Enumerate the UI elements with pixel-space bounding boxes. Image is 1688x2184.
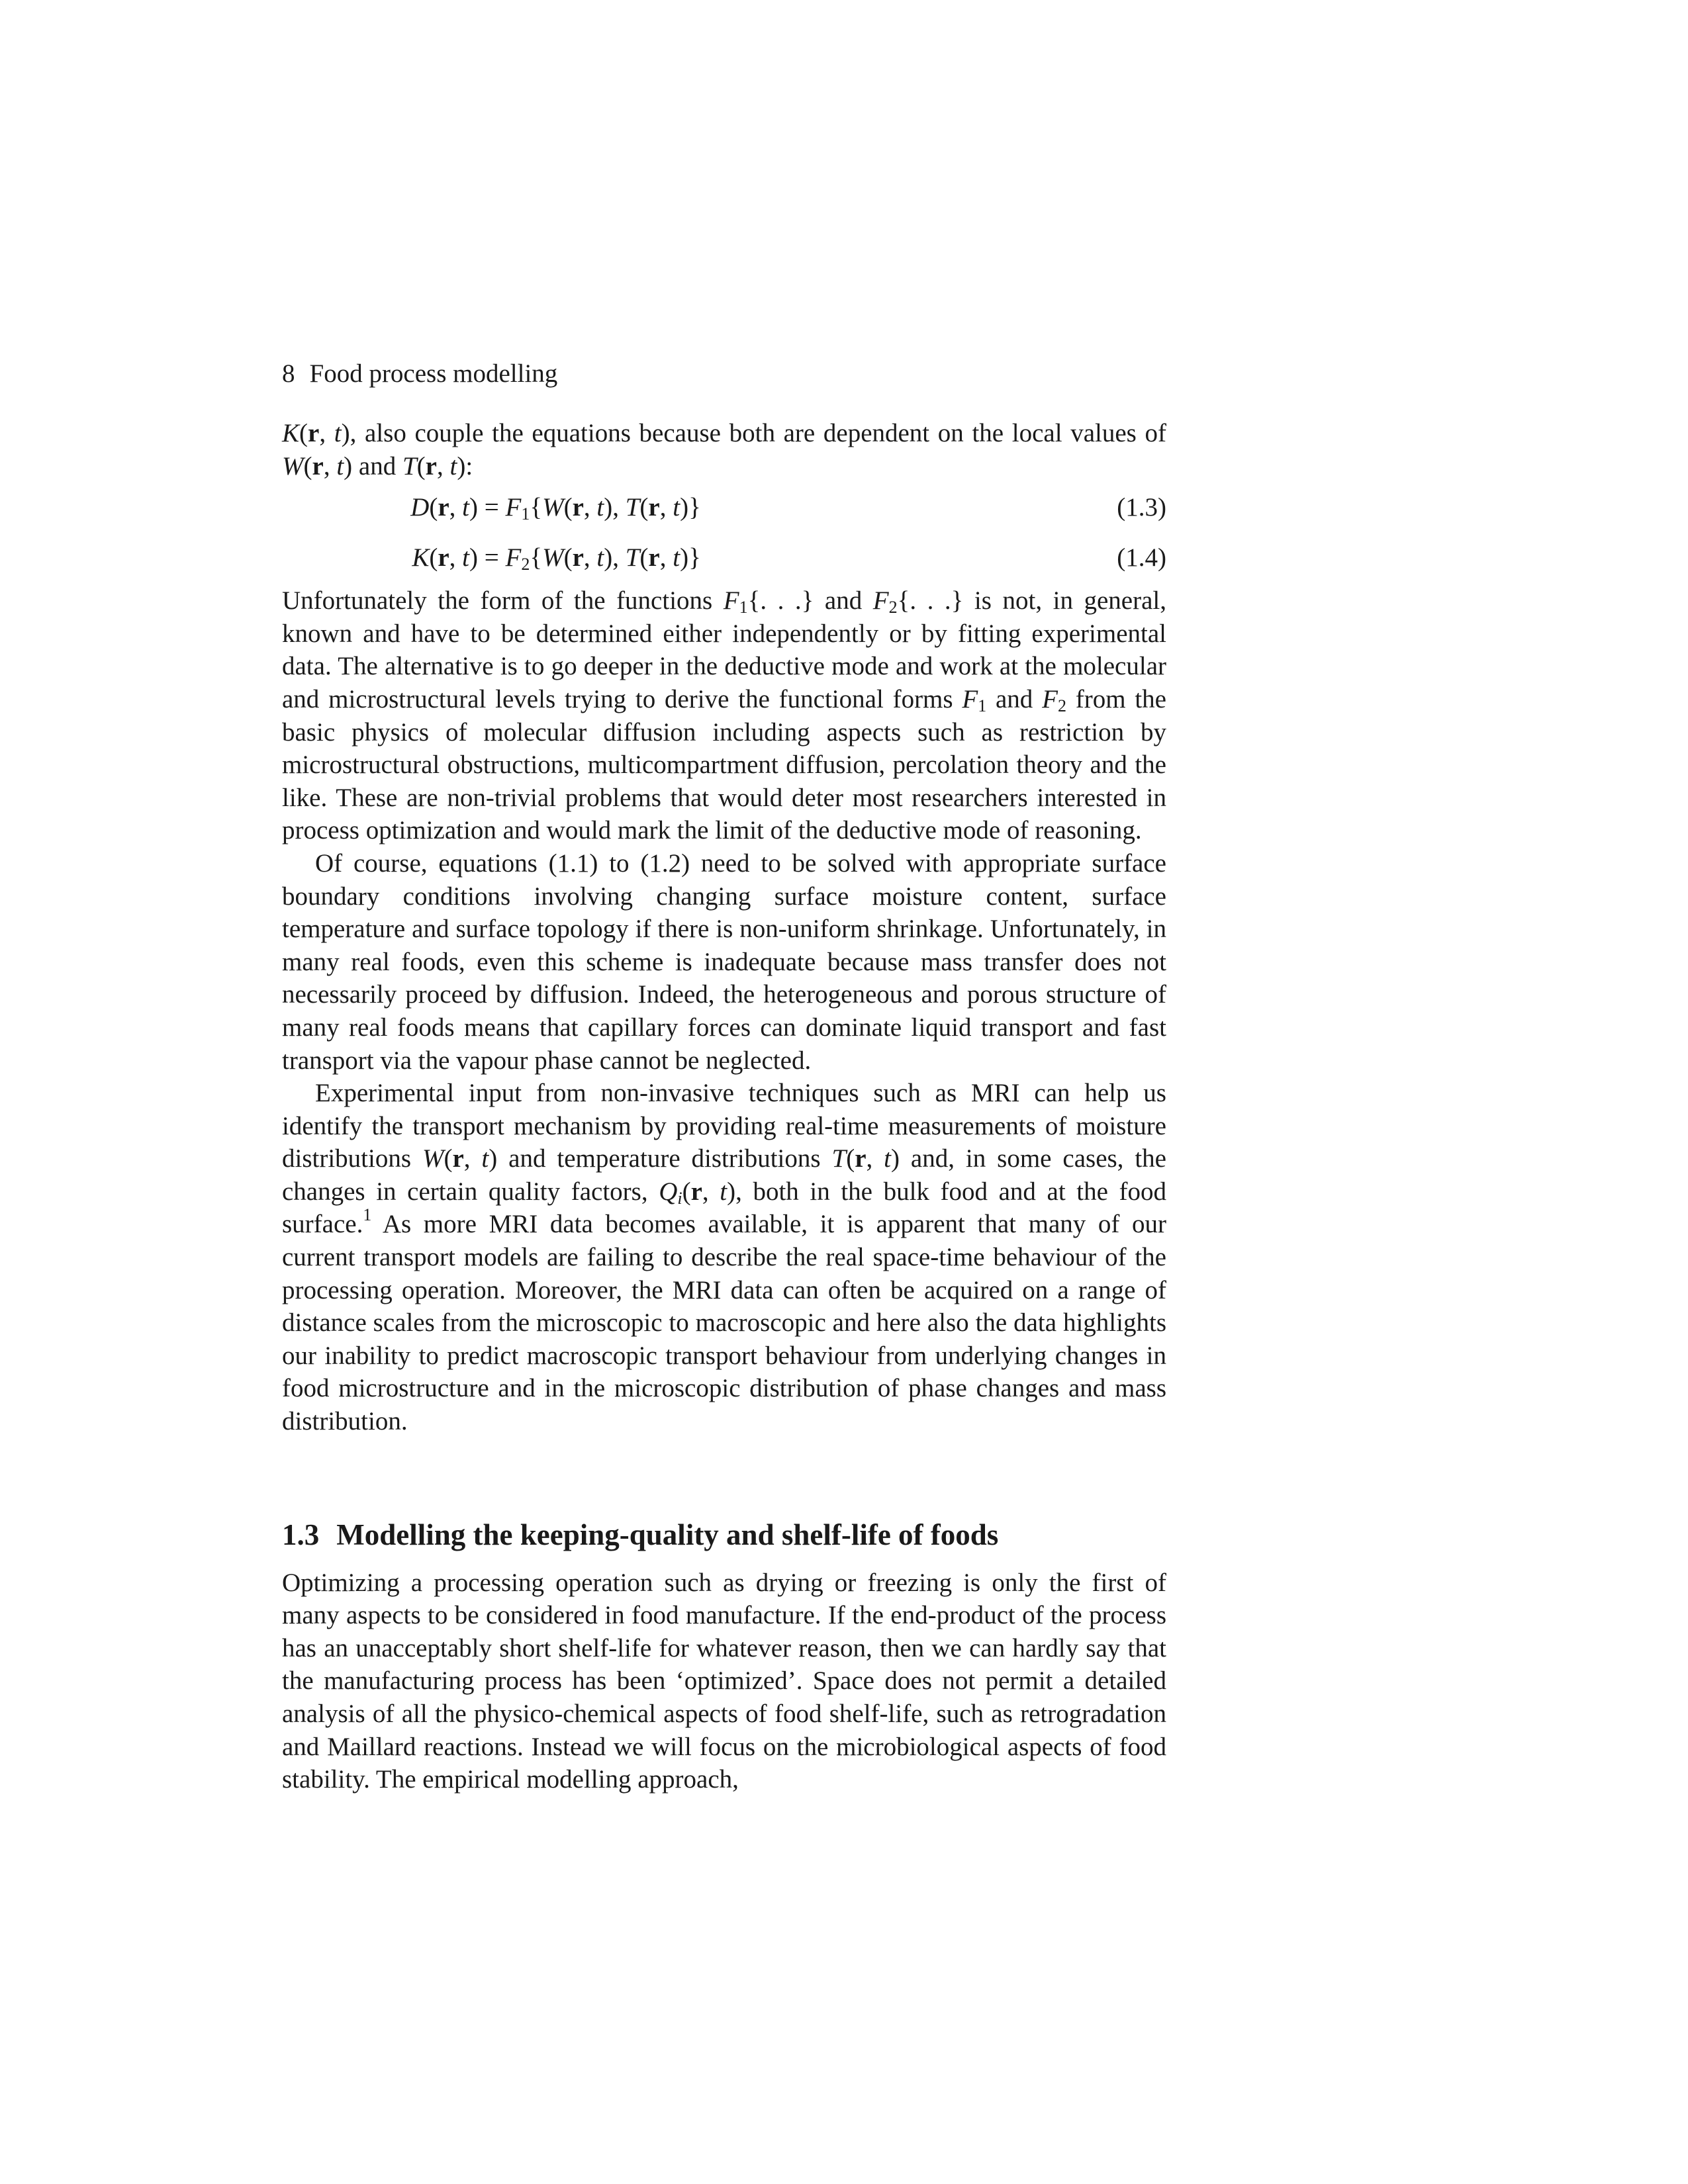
paragraph-mri: Experimental input from non-invasive techniques such as MRI can help us identify the transport mechanism by providing real-time measurements of moisture distributions W(r, t) and temperature distributions T(r, t) and, in some cases, the changes in certain quality factors, $Q_i(r$, t), both in the bulk food and at the food surface.$^1$ As more MRI data becomes available, it is apparent that many of our current transport models are failing to describe the real space-time behaviour of the processing operation. Moreover, the MRI data can often be acquired on a range of distance scales from the microscopic to macroscopic and here also the data highlights our inability to predict macroscopic transport behaviour from underlying changes in food microstructure and in the microscopic distribution of phase changes and mass distribution. [282,1079,1166,1436]
page-number: 8 [282,359,295,388]
section-title: Modelling the keeping-quality and shelf-life of foods [336,1518,999,1551]
equation-number: (1.4) [1117,543,1166,572]
running-head [282,357,1166,390]
section-number: 1.3 [282,1518,320,1551]
equation-block [282,482,1166,583]
section-heading [282,1516,1166,1553]
paragraph-boundary: Of course, equations (1.1) to (1.2) need to be solved with appropriate surface boundary conditions involving changing surface moisture content, surface temperature and surface topology if there is non-uniform shrinkage. Unfortunately, in many real foods, even this scheme is inadequate because mass transfer does not necessarily proceed by diffusion. Indeed, the heterogeneous and porous structure of many real foods means that capillary forces can dominate liquid transport and fast transport via the vapour phase cannot be neglected. [282,848,1166,1075]
paragraph-shelf-life: Optimizing a processing operation such as drying or freezing is only the first of many aspects to be considered in food manufacture. If the end-product of the process has an unacceptably short shelf-life for whatever reason, then we can hardly say that the manufacturing process has been ‘optimized’. Space does not permit a detailed analysis of all the physico-chemical aspects of food shelf-life, such as retrogradation and Maillard reactions. Instead we will focus on the microbiological aspects of food stability. The empirical modelling approach, [282,1568,1166,1794]
footnote-marker: 1 [363,1205,372,1225]
paragraph-functions: Unfortunately the form of the functions $F_1${. . .} and $F_2${. . .} is not, in general, known and have to be determined either independently or by fitting experimental data. The alternative is to go deeper in the deductive mode and work at the molecular and microstructural levels trying to derive the functional forms $F_1$ and $F_2$ from the basic physics of molecular diffusion including aspects such as restriction by microstructural obstructions, multicompartment diffusion, percolation theory and the like. These are non-trivial problems that would deter most researchers interested in process optimization and would mark the limit of the deductive mode of reasoning. [282,586,1166,845]
equation-1-4: K(r, $t) = F_2\{W(r$, t), T(r, t)} (1.4) [282,533,1166,583]
paragraph-intro: K(r, t), also couple the equations because both are dependent on the local values of W(r, t) and T(r, t): [282,419,1167,480]
equation-number: (1.3) [1117,493,1166,522]
running-head-title: Food process modelling [309,359,558,388]
equation-1-3: D(r, $t) = F_1\{W(r$, t), T(r, t)} (1.3) [282,482,1166,533]
page-content [282,357,1166,1796]
